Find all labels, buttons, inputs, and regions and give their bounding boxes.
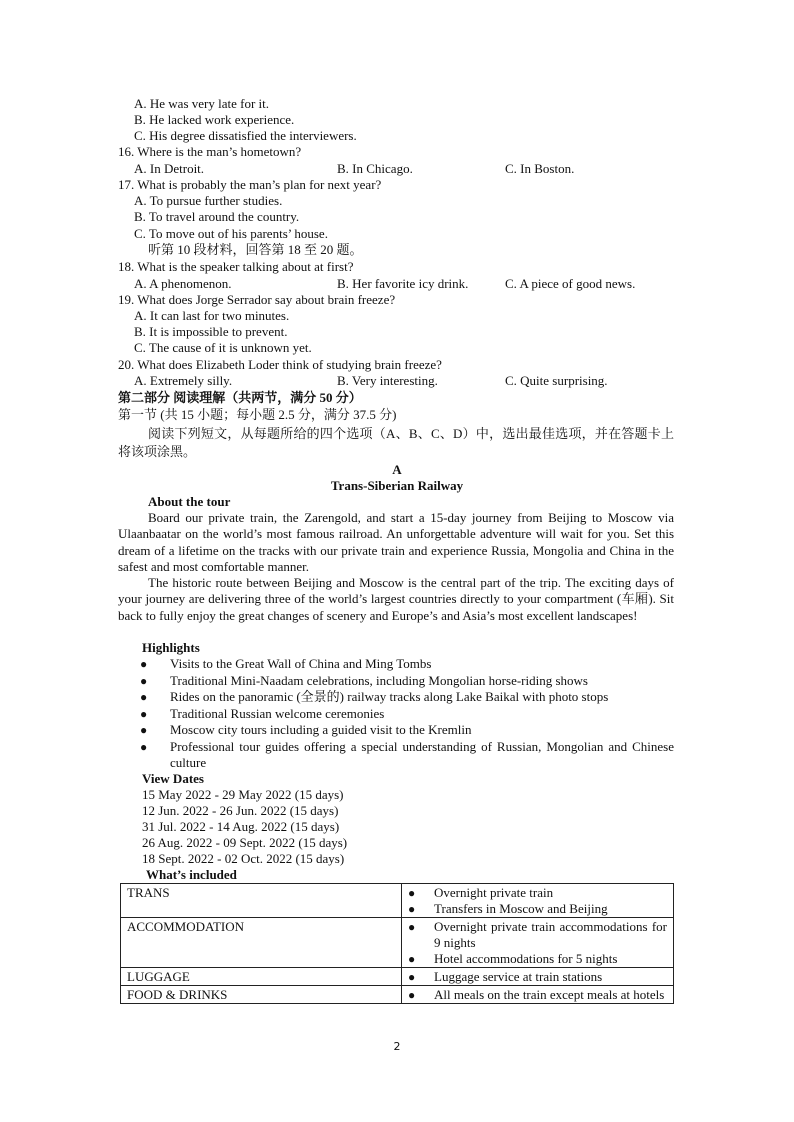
bullet-icon: ● xyxy=(140,657,148,671)
part2-title: 第二部分 阅读理解（共两节，满分 50 分） xyxy=(118,390,362,405)
q18-stem: 18. What is the speaker talking about at first? xyxy=(118,259,354,274)
q17-option-b: B. To travel around the country. xyxy=(134,209,300,224)
bullet-icon: ● xyxy=(140,739,148,754)
q17-stem: 17. What is probably the man’s plan for next year? xyxy=(118,177,382,192)
section1-title: 第一节 (共 15 小题；每小题 2.5 分，满分 37.5 分) xyxy=(118,407,397,422)
bullet-icon: ● xyxy=(140,673,148,688)
q19-option-c: C. The cause of it is unknown yet. xyxy=(134,340,312,355)
q17-option-a: A. To pursue further studies. xyxy=(134,193,283,208)
about-heading: About the tour xyxy=(148,494,231,509)
table-row xyxy=(121,918,674,968)
bullet-icon: ● xyxy=(408,886,416,900)
included-heading: What’s included xyxy=(146,867,237,882)
about-paragraph-2: The historic route between Beijing and Moscow is the central part of the trip. The exciting days of your journey are delivering three of the world’s largest countries directly to your compartment (车厢). Sit back to fully enjoy the great changes of scenery and Europe’s and Asia’s most excellent landscapes! xyxy=(118,575,674,623)
bullet-icon: ● xyxy=(408,988,416,1002)
table-cell-category: LUGGAGE xyxy=(121,968,402,986)
bullet-icon: ● xyxy=(408,920,416,934)
table-cell-category: FOOD & DRINKS xyxy=(121,986,402,1004)
table-row xyxy=(121,986,674,1004)
passage-letter: A xyxy=(392,462,402,477)
list-item: ● Visits to the Great Wall of China and Ming Tombs xyxy=(140,656,432,671)
list-item: ● Traditional Mini-Naadam celebrations, including Mongolian horse-riding shows xyxy=(140,672,588,688)
q19-stem: 19. What does Jorge Serrador say about brain freeze? xyxy=(118,292,396,307)
highlights-heading: Highlights xyxy=(142,640,200,655)
q20-option-b: B. Very interesting. xyxy=(337,373,438,388)
table-cell-items: ● Overnight private train ● Transfers in Moscow and Beijing xyxy=(402,884,674,918)
q19-option-b: B. It is impossible to prevent. xyxy=(134,324,288,339)
list-item: ● Moscow city tours including a guided visit to the Kremlin xyxy=(140,722,472,737)
list-item: 31 Jul. 2022 - 14 Aug. 2022 (15 days) xyxy=(142,819,340,834)
table-cell-category: ACCOMMODATION xyxy=(121,918,402,968)
q16-stem: 16. Where is the man’s hometown? xyxy=(118,144,302,159)
list-item: ● Professional tour guides offering a special understanding of Russian, Mongolian and Chinese culture xyxy=(140,738,674,770)
bullet-icon: ● xyxy=(408,952,416,966)
bullet-icon: ● xyxy=(140,706,148,721)
dates-list xyxy=(142,787,347,867)
q17-option-c: C. To move out of his parents’ house. xyxy=(134,226,328,241)
list-item: 12 Jun. 2022 - 26 Jun. 2022 (15 days) xyxy=(142,803,339,818)
table-cell-items: ● Luggage service at train stations xyxy=(402,968,674,986)
q15-option-c: C. His degree dissatisfied the interviewers. xyxy=(134,128,357,143)
q16-option-b: B. In Chicago. xyxy=(337,161,413,176)
included-table xyxy=(120,883,674,1004)
table-row xyxy=(121,884,674,918)
q15-option-a: A. He was very late for it. xyxy=(134,96,270,111)
q16-option-c: C. In Boston. xyxy=(505,161,575,176)
dates-heading: View Dates xyxy=(142,771,204,786)
list-item: 26 Aug. 2022 - 09 Sept. 2022 (15 days) xyxy=(142,835,348,850)
bullet-icon: ● xyxy=(408,902,416,916)
about-paragraph-1: Board our private train, the Zarengold, and start a 15-day journey from Beijing to Moscow via Ulaanbaatar on the world’s most famous railroad. An unforgettable adventure will wait for you. Set this dream of a lifetime on the tracks with our private train and experience Russia, Mongolia and China in the safest and most comfortable manner. xyxy=(118,510,674,574)
passage-title: Trans-Siberian Railway xyxy=(330,478,464,493)
page-number: 2 xyxy=(393,1040,401,1053)
q20-option-c: C. Quite surprising. xyxy=(505,373,608,388)
bullet-icon: ● xyxy=(408,970,416,984)
list-item: ● Traditional Russian welcome ceremonies xyxy=(140,705,385,721)
list-item: 15 May 2022 - 29 May 2022 (15 days) xyxy=(142,787,344,802)
reading-instructions: 阅读下列短文，从每题所给的四个选项（A、B、C、D）中，选出最佳选项，并在答题卡上将该项涂黑。 xyxy=(118,426,674,459)
highlights-list xyxy=(140,656,674,772)
q18-option-a: A. A phenomenon. xyxy=(134,276,232,291)
q20-option-a: A. Extremely silly. xyxy=(134,373,233,388)
bullet-icon: ● xyxy=(140,690,148,704)
table-cell-items: ● Overnight private train accommodations for 9 nights ● Hotel accommodations for 5 nights xyxy=(402,918,674,968)
q18-option-c: C. A piece of good news. xyxy=(505,276,636,291)
list-item: 18 Sept. 2022 - 02 Oct. 2022 (15 days) xyxy=(142,851,345,866)
listening-instruction: 听第 10 段材料，回答第 18 至 20 题。 xyxy=(148,242,363,257)
q18-option-b: B. Her favorite icy drink. xyxy=(337,276,469,291)
table-cell-category: TRANS xyxy=(121,884,402,918)
list-item: ● Rides on the panoramic (全景的) railway tracks along Lake Baikal with photo stops xyxy=(140,689,609,704)
q19-option-a: A. It can last for two minutes. xyxy=(134,308,290,323)
bullet-icon: ● xyxy=(140,723,148,737)
q20-stem: 20. What does Elizabeth Loder think of studying brain freeze? xyxy=(118,357,442,372)
table-cell-items: ● All meals on the train except meals at hotels xyxy=(402,986,674,1004)
q15-option-b: B. He lacked work experience. xyxy=(134,112,295,127)
q16-option-a: A. In Detroit. xyxy=(134,161,205,176)
table-row xyxy=(121,968,674,986)
